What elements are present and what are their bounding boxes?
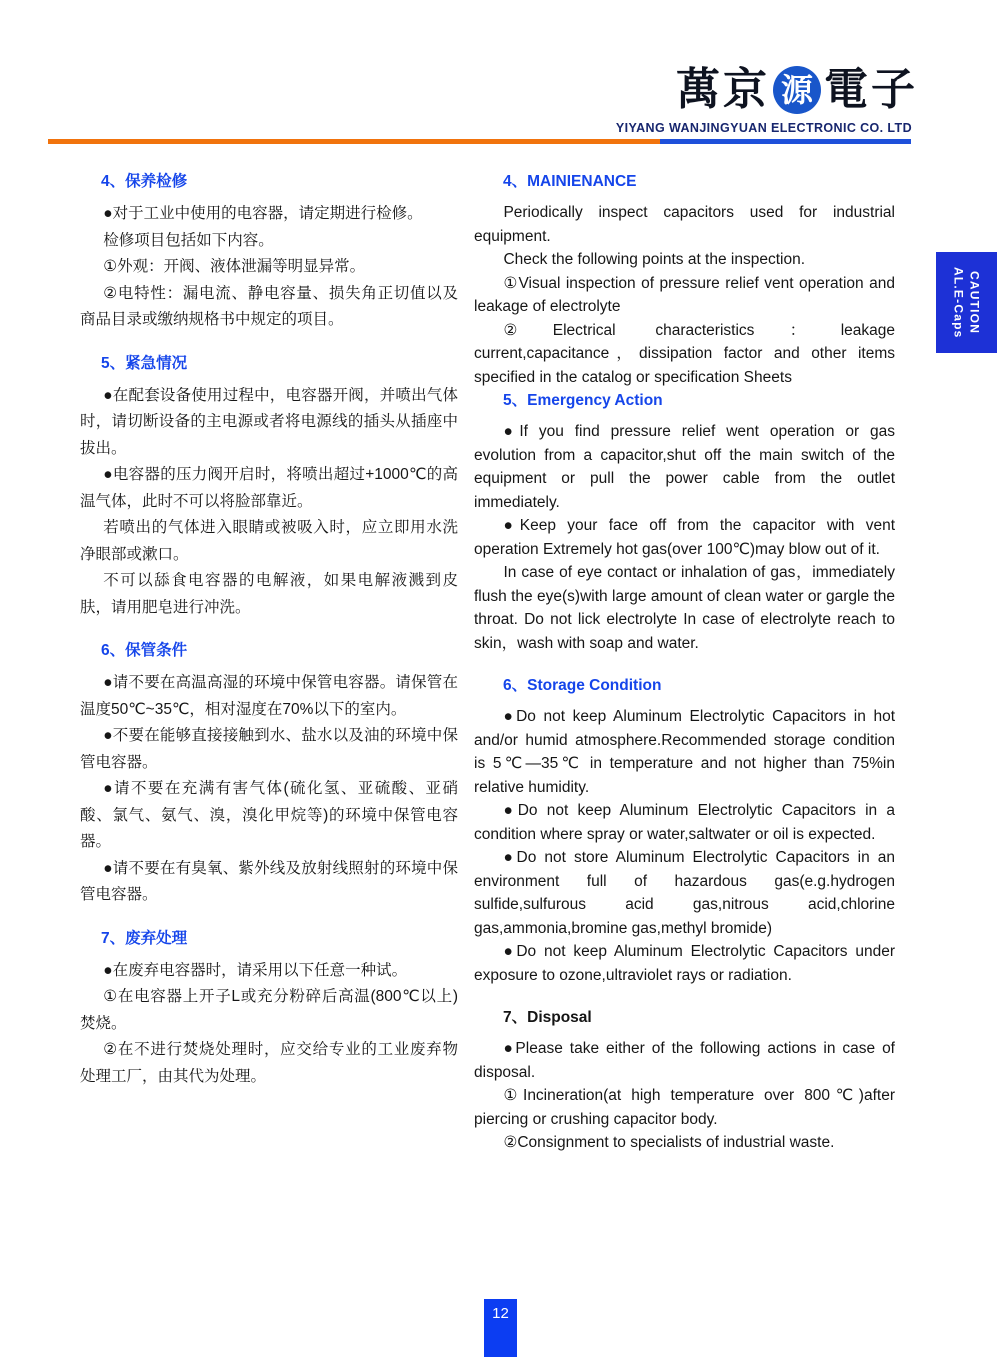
paragraph: ●在配套设备使用过程中，电容器开阀，并喷出气体时，请切断设备的主电源或者将电源线的插头从插座中拔出。 (80, 386, 458, 457)
paragraph: ①Visual inspection of pressure relief vent operation and leakage of electrolyte (474, 274, 895, 315)
page-number-box (484, 1299, 517, 1357)
section-emergency-en (474, 391, 895, 655)
caution-tab-line1: CAUTION (967, 270, 982, 335)
paragraph: ●在废弃电容器时，请采用以下任意一种试。 (103, 961, 408, 979)
paragraph: ②电特性：漏电流、静电容量、损失角正切值以及商品目录或缴纳规格书中规定的项目。 (80, 284, 458, 328)
header-rule-orange (48, 139, 660, 144)
company-name: YIYANG WANJINGYUAN ELECTRONIC CO. LTD (615, 121, 912, 135)
section-heading: 4、保养检修 (101, 173, 188, 190)
section-heading: 6、保管条件 (101, 642, 188, 659)
paragraph: 若喷出的气体进入眼睛或被吸入时，应立即用水洗净眼部或漱口。 (80, 519, 458, 563)
paragraph: ①外观：开阀、液体泄漏等明显异常。 (103, 258, 366, 275)
paragraph: Check the following points at the inspection. (503, 251, 806, 268)
section-heading: 7、Disposal (503, 1009, 592, 1026)
section-emergency-zh (80, 354, 458, 622)
paragraph: 检修项目包括如下内容。 (103, 231, 274, 249)
section-heading: 7、废弃处理 (101, 929, 188, 947)
paragraph: ●请不要在有臭氧、紫外线及放射线照射的环境中保管电容器。 (80, 859, 458, 903)
paragraph: ②Consignment to specialists of industrial waste. (503, 1134, 835, 1151)
paragraph: ①Incineration(at high temperature over 800℃)after piercing or crushing capacitor body. (474, 1087, 895, 1128)
paragraph: ●Please take either of the following actions in case of disposal. (474, 1040, 895, 1081)
paragraph: 不可以舔食电容器的电解液，如果电解液溅到皮肤，请用肥皂进行冲洗。 (80, 572, 458, 616)
logo-text-left: 萬京 (676, 65, 770, 114)
section-disposal-zh (80, 929, 458, 1091)
caution-tab-label (951, 267, 983, 338)
paragraph: ●请不要在充满有害气体(硫化氢、亚硫酸、亚硝酸、氯气、氨气、溴，溴化甲烷等)的环境中保管电容器。 (80, 780, 458, 850)
paragraph: In case of eye contact or inhalation of gas，immediately flush the eye(s)with large amount of clean water or gargle the throat. Do not lick electrolyte In case of electrolyte reach to skin，wash with soap and water. (474, 564, 895, 652)
page-number: 12 (492, 1305, 509, 1322)
paragraph: ①在电容器上开子L或充分粉碎后高温(800℃以上)焚烧。 (80, 988, 458, 1032)
paragraph: ●Do not keep Aluminum Electrolytic Capacitors in hot and/or humid atmosphere.Recommended storage condition is 5℃—35℃ in temperature and not higher than 75%in relative humidity. (474, 708, 895, 796)
section-heading: 6、Storage Condition (503, 677, 662, 694)
header-logo (676, 66, 918, 114)
section-maintenance-en (474, 172, 895, 389)
paragraph: ●请不要在高温高湿的环境中保管电容器。请保管在温度50℃~35℃，相对湿度在70%以下的室内。 (80, 674, 458, 718)
paragraph: ●不要在能够直接接触到水、盐水以及油的环境中保管电容器。 (80, 727, 458, 771)
paragraph: ②Electrical characteristics：leakage current,capacitance，dissipation factor and other items specified in the catalog or specification Sheets (474, 321, 895, 386)
section-heading: 5、紧急情况 (101, 354, 188, 372)
logo-text-right: 電子 (824, 65, 918, 114)
section-maintenance-zh (80, 172, 458, 334)
caution-side-tab (936, 252, 997, 353)
paragraph: ②在不进行焚烧处理时，应交给专业的工业废弃物处理工厂，由其代为处理。 (80, 1041, 458, 1085)
paragraph: ●Do not keep Aluminum Electrolytic Capacitors in a condition where spray or water,saltwater or oil is expected. (474, 802, 895, 843)
section-disposal-en (474, 1008, 895, 1155)
paragraph: ●Do not store Aluminum Electrolytic Capacitors in an environment full of hazardous gas(e.g.hydrogen sulfide,sulfurous acid gas,nitrous acid,chlorine gas,ammonia,bromine gas,methyl bromide) (474, 849, 895, 937)
right-column (474, 172, 895, 1176)
paragraph: Periodically inspect capacitors used for industrial equipment. (474, 204, 895, 245)
paragraph: ●电容器的压力阀开启时，将喷出超过+1000℃的高温气体，此时不可以将脸部靠近。 (80, 466, 458, 510)
paragraph: ●If you find pressure relief went operation or gas evolution from a capacitor,shut off the main switch of the equipment or pull the power cable from the outlet immediately. (474, 423, 895, 511)
section-heading: 5、Emergency Action (503, 392, 663, 409)
section-storage-zh (80, 641, 458, 909)
section-storage-en (474, 676, 895, 987)
paragraph: ●对于工业中使用的电容器，请定期进行检修。 (103, 205, 423, 222)
paragraph: ●Do not keep Aluminum Electrolytic Capacitors under exposure to ozone,ultraviolet rays or radiation. (474, 943, 895, 984)
paragraph: ●Keep your face off from the capacitor with vent operation Extremely hot gas(over 100℃)may blow out of it. (474, 517, 895, 558)
header-rule-blue (660, 139, 911, 144)
logo-circle-icon: 源 (773, 66, 821, 114)
caution-tab-line2: AL.E-Caps (951, 266, 966, 339)
left-column (80, 172, 458, 1110)
section-heading: 4、MAINIENANCE (503, 173, 637, 190)
